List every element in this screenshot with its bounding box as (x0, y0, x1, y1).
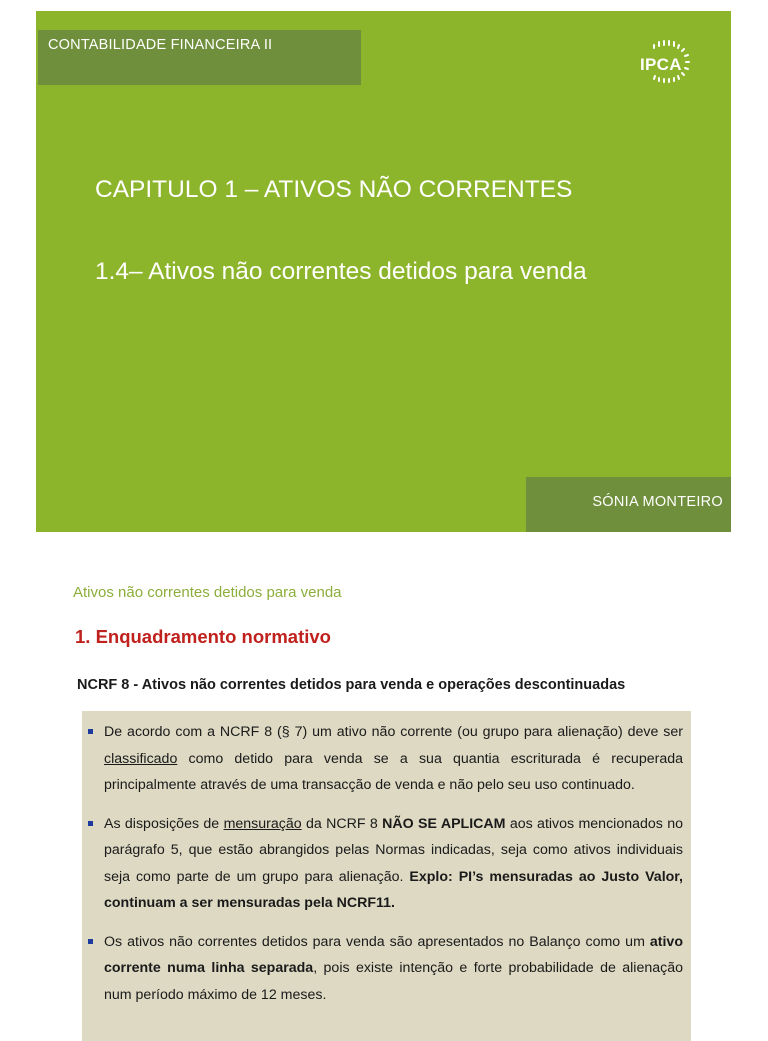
title-slide (36, 11, 731, 532)
course-banner (38, 30, 361, 85)
section-heading: 1. Enquadramento normativo (75, 626, 331, 647)
bullet-text: Os ativos não correntes detidos para venda são apresentados no Balanço como um (104, 933, 650, 950)
author-banner (526, 477, 731, 532)
content-slide (36, 560, 731, 1024)
bullet-text: aos ativos mencionados no parágrafo 5, que estão abrangidos pelas Normas indicadas, seja como ativos individuais seja como parte de um grupo para alienação. (104, 815, 684, 885)
bullet-item (88, 811, 683, 917)
bullet-text-bold: ativo corrente numa linha separada (104, 933, 683, 976)
bullet-text: De acordo com a NCRF 8 (§ 7) um ativo não corrente (ou grupo para alienação) deve ser (104, 724, 683, 740)
ncrf-title: NCRF 8 - Ativos não correntes detidos para venda e operações descontinuadas (77, 677, 626, 693)
bullet-item (88, 719, 683, 799)
author-name: SÓNIA MONTEIRO (592, 494, 723, 510)
bullet-square-icon (88, 939, 93, 944)
bullet-text: como detido para venda se a sua quantia escriturada é recuperada principalmente através de uma transacção de venda e não pelo seu uso continuado. (104, 750, 683, 793)
bullet-text-bold: NÃO SE APLICAM (382, 815, 506, 832)
bullet-text-underlined: classificado (104, 750, 178, 767)
content-box (82, 711, 691, 1041)
course-title: CONTABILIDADE FINANCEIRA II (48, 37, 273, 53)
bullet-list (82, 711, 691, 1008)
bullet-text-bold: Explo: PI’s mensuradas ao Justo Valor, continuam a ser mensuradas pela NCRF11. (104, 868, 683, 911)
bullet-text: da NCRF 8 (301, 815, 383, 832)
bullet-text-underlined: mensuração (223, 815, 302, 832)
chapter-title: CAPITULO 1 – ATIVOS NÃO CORRENTES (95, 176, 573, 203)
bullet-item (88, 929, 683, 1009)
ipca-logo (634, 37, 696, 89)
section-title: 1.4– Ativos não correntes detidos para venda (95, 258, 587, 285)
bullet-square-icon (88, 729, 93, 734)
bullet-square-icon (88, 821, 93, 826)
bullet-text: , pois existe intenção e forte probabilidade de alienação num período máximo de 12 meses. (104, 960, 683, 1003)
slide-subtitle: Ativos não correntes detidos para venda (73, 584, 342, 601)
bullet-text: As disposições de (104, 815, 224, 832)
logo-text: IPCA (640, 55, 682, 74)
